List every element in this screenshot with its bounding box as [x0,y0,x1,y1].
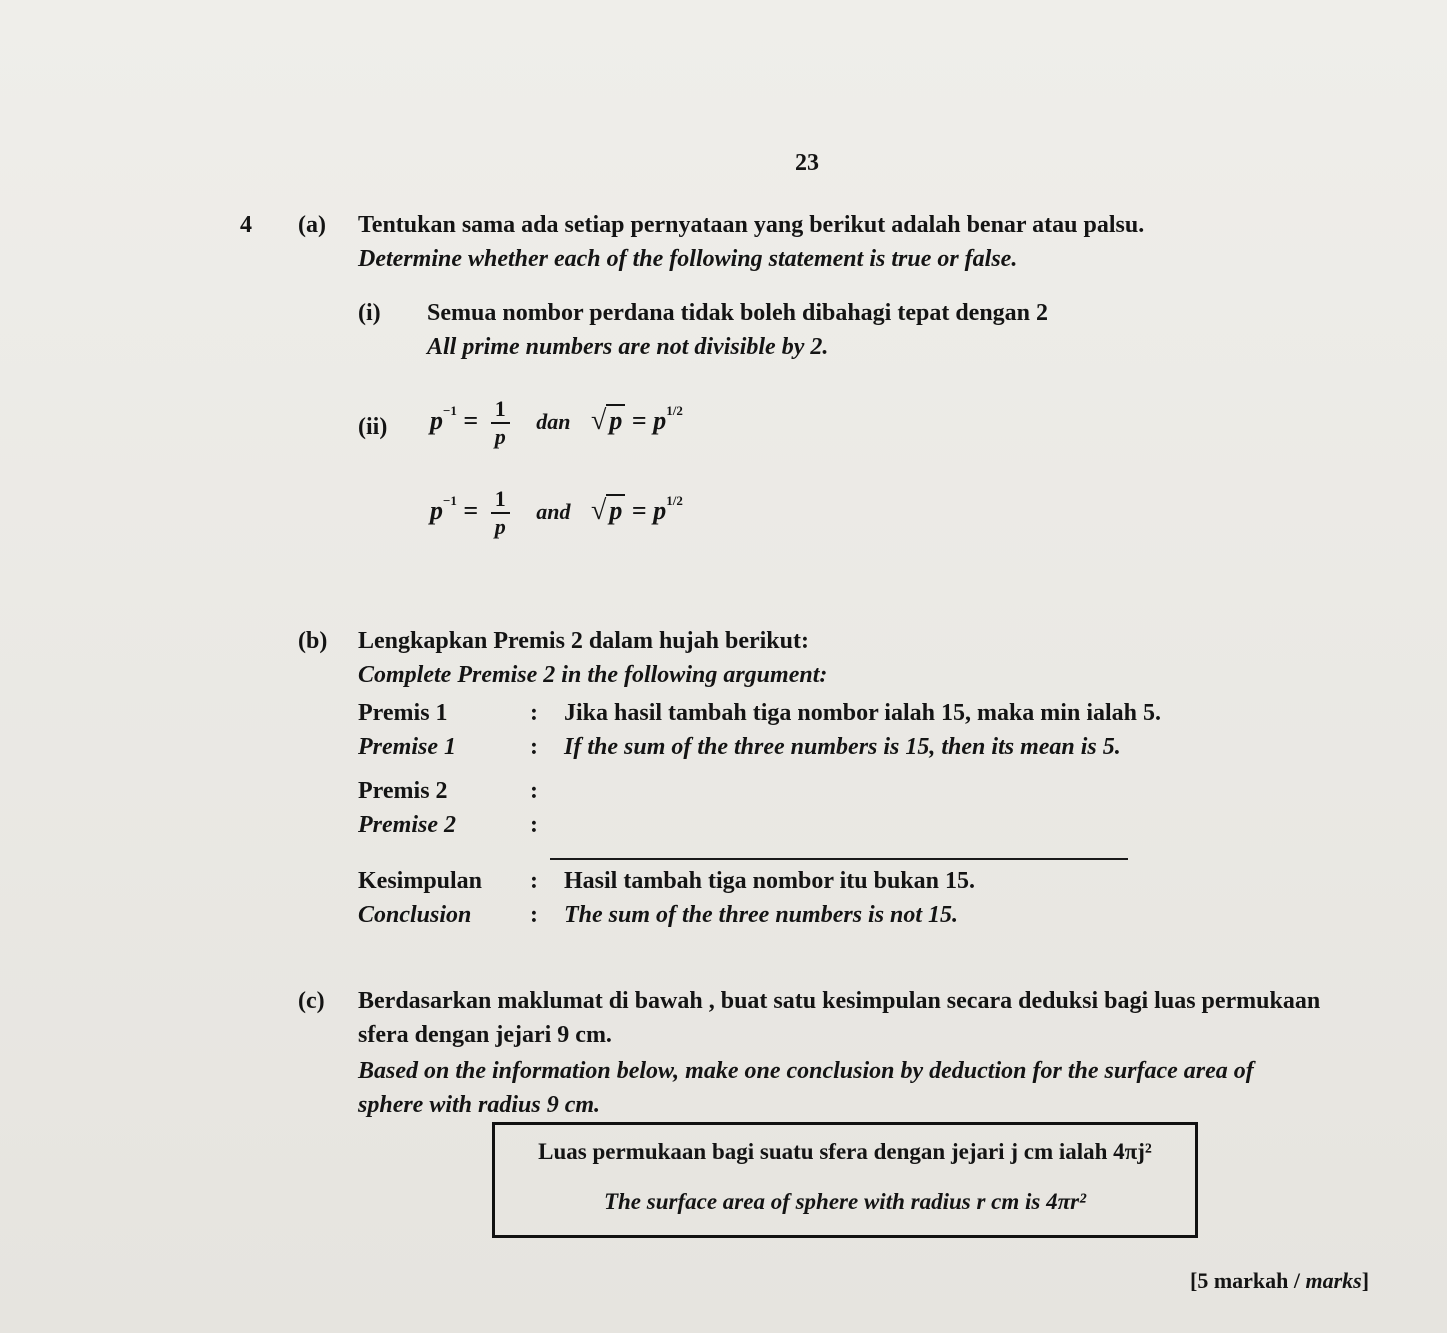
part-c-label: (c) [298,988,325,1014]
premise-2-answer-line[interactable] [550,858,1128,860]
marks-allocation: [5 markah / marks] [1190,1268,1370,1293]
part-c-instruction-bm-line2: sfera dengan jejari 9 cm. [358,1022,612,1048]
exam-page: 23 4 (a) Tentukan sama ada setiap pernyataan yang berikut adalah benar atau palsu. Determine whether each of the following statement is true or false. (i) Semua nombor perdana tidak boleh dibahagi tepat dengan 2 All prime numbers are not divisible by 2. (ii) $p^{-1}$ = $\frac{1}{p}$ dan √ $p = p^{1/2}$ $p^{-1}$ = $\frac{1}{p}$ and √ $p = p^{1/2}$ (b) Lengkapkan Premis 2 dalam hujah berikut: Complete Premise 2 in the following argument: Premis 1 : Jika hasil tambah tiga nombor ialah 15, maka min ialah 5. Premise 1 : If the sum of the three numbers is 15, then its mean is 5. Premis 2 : Premise 2 : Kesimpulan : Hasil tambah tiga nombor itu bukan 15. Conclusion : The sum of the three numbers is not 15. (c) Berdasarkan maklumat di bawah , buat satu kesimpulan secara deduksi bagi luas permukaan sfera dengan jejari 9 cm. Based on the information below, make one conclusion by deduction for the surface area of sphere with radius 9 cm. Luas permukaan bagi suatu sfera dengan jejari j cm ialah 4πj² The surface area of sphere with radius r cm is 4πr² [5 markah / marks] [0,0,1447,1333]
page-number: 23 [795,150,819,176]
part-c-instruction-en-line1: Based on the information below, make one conclusion by deduction for the surface area of [358,1058,1254,1084]
part-a-ii-formula-bm: $p^{-1}$ = $\frac{1}{p}$ dan √ $p = p^{1/2}$ [430,396,683,449]
word-dan: dan [536,408,571,434]
part-c-instruction-en-line2: sphere with radius 9 cm. [358,1092,601,1118]
part-c-instruction-bm-line1: Berdasarkan maklumat di bawah , buat satu kesimpulan secara deduksi bagi luas permukaan [358,988,1321,1014]
part-a-i-statement-bm: Semua nombor perdana tidak boleh dibahagi tepat dengan 2 [427,300,1049,326]
word-and: and [536,498,571,524]
information-box [492,1122,1198,1238]
info-box-statement-en: The surface area of sphere with radius r cm is 4πr² [603,1189,1087,1214]
part-b-instruction-bm: Lengkapkan Premis 2 dalam hujah berikut: [358,628,809,654]
part-a-i-statement-en: All prime numbers are not divisible by 2. [427,334,829,360]
info-box-statement-bm: Luas permukaan bagi suatu sfera dengan jejari j cm ialah 4πj² [538,1139,1152,1164]
question-number: 4 [240,212,252,238]
part-a-i-label: (i) [358,300,381,326]
part-a-instruction-en: Determine whether each of the following statement is true or false. [358,246,1018,272]
part-b-instruction-en: Complete Premise 2 in the following argument: [358,662,828,688]
part-a-ii-formula-en: $p^{-1}$ = $\frac{1}{p}$ and √ $p = p^{1/2}$ [430,486,683,539]
part-a-instruction-bm: Tentukan sama ada setiap pernyataan yang berikut adalah benar atau palsu. [358,212,1145,238]
part-a-label: (a) [298,212,326,238]
part-b-label: (b) [298,628,328,654]
part-a-ii-label: (ii) [358,414,388,440]
